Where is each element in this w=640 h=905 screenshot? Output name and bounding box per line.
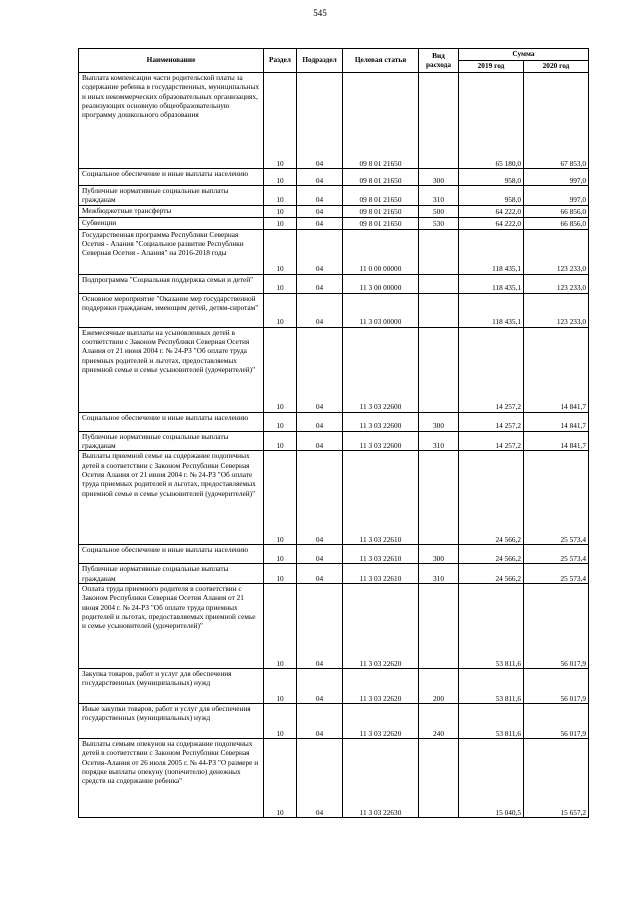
table-row [79,186,589,206]
cell-type: 310 [419,564,459,584]
cell-name: Подпрограмма "Социальная поддержка семьи и детей" [79,274,264,293]
cell-section: 10 [264,169,297,186]
cell-target: 11 3 03 00000 [343,293,419,327]
cell-2019: 53 811,6 [459,668,524,703]
cell-subsection: 04 [297,205,343,217]
cell-subsection: 04 [297,451,343,545]
table-row [79,703,589,738]
cell-name: Иные закупки товаров, работ и услуг для обеспечения государственных (муниципальных) нужд [79,703,264,738]
cell-target: 09 8 01 21650 [343,186,419,206]
cell-type [419,73,459,169]
cell-section: 10 [264,73,297,169]
cell-section: 10 [264,738,297,817]
cell-type: 310 [419,431,459,451]
cell-name: Ежемесячные выплаты на усыновленных детей в соответствии с Законом Республики Северная Осетия Алания от 21 июня 2004 г. № 24-РЗ "Об оплате труда приемных родителей и льготах, предоставляемых приемной семье и семье усыновителей (удочерителей)" [79,327,264,412]
cell-subsection: 04 [297,583,343,668]
cell-subsection: 04 [297,217,343,229]
table-row [79,412,589,431]
cell-2020: 15 657,2 [524,738,589,817]
cell-2019: 64 222,0 [459,217,524,229]
cell-name: Выплаты приемной семье на содержание подопечных детей в соответствии с Законом Республики Северная Осетия Алания от 21 июня 2004 г. № 24-РЗ "Об оплате труда приемных родителей и льготах, предоставляемых приемной семье и семье усыновителей (удочерителей)" [79,451,264,545]
cell-name: Основное мероприятие "Оказание мер государственной поддержки гражданам, имеющим детей, детям-сиротам" [79,293,264,327]
cell-type [419,451,459,545]
cell-2019: 15 040,5 [459,738,524,817]
cell-subsection: 04 [297,229,343,274]
cell-target: 11 3 03 22610 [343,451,419,545]
table-row [79,668,589,703]
cell-2020: 123 233,0 [524,274,589,293]
cell-section: 10 [264,327,297,412]
cell-target: 09 8 01 21650 [343,169,419,186]
cell-2020: 25 573,4 [524,451,589,545]
cell-subsection: 04 [297,545,343,564]
cell-section: 10 [264,668,297,703]
cell-type: 310 [419,186,459,206]
cell-section: 10 [264,205,297,217]
cell-2019: 958,0 [459,186,524,206]
cell-name: Закупка товаров, работ и услуг для обеспечения государственных (муниципальных) нужд [79,668,264,703]
cell-name: Межбюджетные трансферты [79,205,264,217]
cell-2019: 24 566,2 [459,545,524,564]
cell-name: Оплата труда приемного родителя в соответствии с Законом Республики Северная Осетия Алания от 21 июня 2004 г. № 24-РЗ "Об оплате труда приемных родителей и льготах, предоставляемых приемной семье и семье усыновителей (удочерителей)" [79,583,264,668]
cell-name: Публичные нормативные социальные выплаты гражданам [79,564,264,584]
cell-2020: 25 573,4 [524,545,589,564]
cell-type: 240 [419,703,459,738]
cell-2020: 56 017,9 [524,583,589,668]
cell-type [419,327,459,412]
cell-type [419,583,459,668]
cell-section: 10 [264,186,297,206]
header-target: Целевая статья [343,49,419,73]
cell-section: 10 [264,703,297,738]
cell-name: Субвенции [79,217,264,229]
cell-subsection: 04 [297,668,343,703]
cell-target: 11 3 03 22620 [343,668,419,703]
cell-type [419,293,459,327]
cell-2020: 123 233,0 [524,293,589,327]
cell-2020: 66 856,0 [524,205,589,217]
cell-2019: 118 435,1 [459,293,524,327]
cell-target: 09 8 01 21650 [343,205,419,217]
cell-type: 300 [419,412,459,431]
cell-2019: 14 257,2 [459,412,524,431]
cell-2020: 56 017,9 [524,668,589,703]
cell-target: 11 3 03 22600 [343,412,419,431]
cell-2019: 65 180,0 [459,73,524,169]
cell-section: 10 [264,583,297,668]
cell-section: 10 [264,431,297,451]
cell-section: 10 [264,274,297,293]
cell-target: 09 8 01 21650 [343,217,419,229]
cell-target: 11 3 03 22600 [343,431,419,451]
cell-target: 11 0 00 00000 [343,229,419,274]
table-header [79,49,589,73]
cell-subsection: 04 [297,412,343,431]
table-row [79,564,589,584]
cell-target: 11 3 03 22610 [343,564,419,584]
cell-name: Социальное обеспечение и иные выплаты населению [79,169,264,186]
cell-subsection: 04 [297,327,343,412]
table-row [79,229,589,274]
cell-2019: 24 566,2 [459,451,524,545]
cell-target: 11 3 00 00000 [343,274,419,293]
cell-section: 10 [264,545,297,564]
cell-subsection: 04 [297,169,343,186]
cell-name: Публичные нормативные социальные выплаты гражданам [79,186,264,206]
cell-2020: 14 841,7 [524,327,589,412]
cell-2019: 958,0 [459,169,524,186]
table-row [79,73,589,169]
page-number: 545 [313,8,327,18]
table-row [79,217,589,229]
header-2019: 2019 год [459,61,524,73]
table-row [79,738,589,817]
cell-subsection: 04 [297,431,343,451]
cell-target: 09 8 01 21650 [343,73,419,169]
budget-table [78,48,589,818]
cell-subsection: 04 [297,186,343,206]
cell-2019: 53 811,6 [459,583,524,668]
cell-2019: 14 257,2 [459,327,524,412]
cell-2020: 997,0 [524,186,589,206]
cell-name: Социальное обеспечение и иные выплаты населению [79,545,264,564]
cell-name: Выплаты семьям опекунов на содержание подопечных детей в соответствии с Законом Республики Северная Осетия-Алания от 26 июля 2005 г. № 44-РЗ "О размере и порядке выплаты опекуну (попечителю) денежных средств на содержание ребенка" [79,738,264,817]
cell-type: 200 [419,668,459,703]
cell-subsection: 04 [297,293,343,327]
cell-section: 10 [264,229,297,274]
cell-2020: 14 841,7 [524,431,589,451]
cell-2019: 14 257,2 [459,431,524,451]
cell-2019: 64 222,0 [459,205,524,217]
table-row [79,274,589,293]
cell-type: 530 [419,217,459,229]
cell-2019: 24 566,2 [459,564,524,584]
cell-subsection: 04 [297,274,343,293]
cell-section: 10 [264,451,297,545]
header-type: Вид расхода [419,49,459,73]
cell-2020: 25 573,4 [524,564,589,584]
cell-2020: 56 017,9 [524,703,589,738]
table-row [79,451,589,545]
header-sum: Сумма [459,49,589,61]
cell-subsection: 04 [297,73,343,169]
cell-2020: 14 841,7 [524,412,589,431]
header-subsection: Подраздел [297,49,343,73]
cell-type: 300 [419,545,459,564]
cell-subsection: 04 [297,703,343,738]
cell-name: Публичные нормативные социальные выплаты гражданам [79,431,264,451]
cell-2020: 997,0 [524,169,589,186]
cell-target: 11 3 03 22600 [343,327,419,412]
cell-2020: 66 856,0 [524,217,589,229]
cell-type: 300 [419,169,459,186]
cell-type [419,229,459,274]
cell-type [419,274,459,293]
cell-section: 10 [264,293,297,327]
table-row [79,293,589,327]
cell-type [419,738,459,817]
table-body [79,73,589,818]
cell-2019: 118 435,1 [459,229,524,274]
cell-2019: 53 811,6 [459,703,524,738]
cell-target: 11 3 03 22630 [343,738,419,817]
header-2020: 2020 год [524,61,589,73]
table-row [79,583,589,668]
cell-name: Государственная программа Республики Северная Осетия - Алания "Социальное развитие Республики Северная Осетия - Алания" на 2016-2018 годы [79,229,264,274]
cell-target: 11 3 03 22620 [343,583,419,668]
cell-section: 10 [264,412,297,431]
table-row [79,545,589,564]
table-row [79,327,589,412]
cell-subsection: 04 [297,738,343,817]
cell-2020: 123 233,0 [524,229,589,274]
cell-name: Выплата компенсации части родительской платы за содержание ребенка в государственных, муниципальных и иных некоммерческих образовательных организациях, реализующих основную общеобразовательную программу дошкольного образования [79,73,264,169]
table-row [79,169,589,186]
cell-2020: 67 853,0 [524,73,589,169]
cell-subsection: 04 [297,564,343,584]
table-row [79,431,589,451]
header-section: Раздел [264,49,297,73]
cell-target: 11 3 03 22610 [343,545,419,564]
cell-section: 10 [264,217,297,229]
cell-2019: 118 435,1 [459,274,524,293]
cell-target: 11 3 03 22620 [343,703,419,738]
cell-section: 10 [264,564,297,584]
header-name: Наименование [79,49,264,73]
cell-type: 500 [419,205,459,217]
table-row [79,205,589,217]
cell-name: Социальное обеспечение и иные выплаты населению [79,412,264,431]
